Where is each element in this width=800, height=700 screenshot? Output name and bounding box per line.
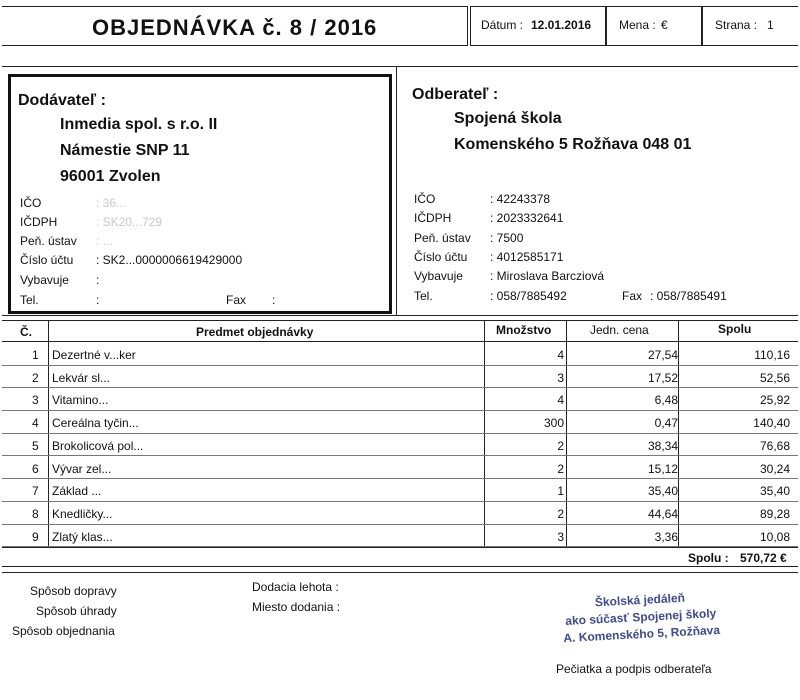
col-header-total: Spolu [718, 322, 752, 336]
supplier-tel-label: Tel. [20, 293, 39, 307]
payment-label: Spôsob úhrady [36, 604, 117, 618]
row-item: Základ ... [52, 484, 102, 499]
supplier-city: 96001 Zvolen [60, 168, 161, 185]
table-row [2, 366, 798, 389]
row-item: Cereálna tyčin... [52, 416, 139, 431]
buyer-name: Spojená škola [454, 110, 562, 127]
currency-label: Mena : [619, 18, 656, 32]
supplier-fax-value: : [272, 293, 276, 307]
row-item: Vývar zel... [52, 461, 112, 476]
page-box [702, 6, 798, 46]
supplier-bank-value: : ... [96, 234, 113, 248]
buyer-handler-value: : Miroslava Barcziová [490, 269, 605, 283]
buyer-ico-value: : 42243378 [490, 192, 551, 206]
col-header-item: Predmet objednávky [196, 325, 314, 339]
buyer-fax-label: Fax [622, 289, 643, 303]
supplier-street: Námestie SNP 11 [60, 142, 190, 159]
row-total: 140,40 [753, 416, 790, 431]
supplier-ico-value: : 36... [96, 196, 127, 210]
delivery-term-label: Dodacia lehota : [252, 580, 339, 594]
row-quantity: 2 [557, 461, 564, 476]
buyer-icdph-value: : 2023332641 [490, 211, 564, 225]
table-row [2, 343, 798, 366]
table-row [2, 434, 798, 457]
buyer-bank-value: : 7500 [490, 231, 524, 245]
row-item: Brokolicová pol... [52, 438, 144, 453]
row-quantity: 4 [557, 348, 564, 362]
table-header-row [2, 321, 798, 342]
row-number: 3 [32, 393, 39, 408]
row-item: Dezertné v...ker [52, 348, 136, 362]
sum-label: Spolu : [688, 551, 729, 565]
supplier-account-label: Číslo účtu [20, 253, 74, 267]
table-row [2, 457, 798, 480]
row-total: 25,92 [759, 393, 790, 408]
row-total: 89,28 [759, 506, 790, 521]
row-total: 76,68 [759, 438, 790, 453]
page-label: Strana : [715, 18, 758, 32]
row-total: 10,08 [759, 529, 790, 544]
row-total: 52,56 [759, 370, 790, 385]
row-quantity: 2 [557, 438, 564, 453]
table-row [2, 411, 798, 434]
supplier-tel-value: : [96, 293, 100, 307]
row-unit-price: 3,36 [654, 529, 678, 544]
row-number: 2 [32, 370, 39, 385]
signature-label: Pečiatka a podpis odberateľa [556, 662, 712, 676]
buyer-address: Komenského 5 Rožňava 048 01 [454, 136, 692, 153]
row-item: Lekvár sl... [52, 370, 111, 385]
row-quantity: 3 [557, 529, 564, 544]
row-unit-price: 15,12 [647, 461, 678, 476]
row-unit-price: 6,48 [654, 393, 678, 408]
row-quantity: 300 [543, 416, 564, 431]
buyer-fax-value: : 058/7885491 [650, 289, 727, 303]
supplier-account-value: : SK2...0000006619429000 [96, 253, 243, 267]
supplier-icdph-value: : SK20...729 [96, 215, 163, 229]
buyer-ico-label: IČO [414, 192, 436, 206]
table-sum-row [2, 547, 798, 567]
row-number: 8 [32, 506, 39, 521]
table-row [2, 479, 798, 502]
buyer-tel-value: : 058/7885492 [490, 289, 567, 303]
row-number: 7 [32, 484, 39, 499]
supplier-fax-label: Fax [226, 293, 247, 307]
row-quantity: 4 [557, 393, 564, 408]
row-quantity: 2 [557, 506, 564, 521]
buyer-handler-label: Vybavuje [414, 269, 463, 283]
row-number: 5 [32, 438, 39, 453]
row-number: 6 [32, 461, 39, 476]
row-number: 4 [32, 416, 39, 431]
date-box [470, 6, 606, 46]
row-unit-price: 44,64 [647, 506, 678, 521]
row-unit-price: 35,40 [647, 484, 678, 499]
stamp-line-3: A. Komenského 5, Rožňava [563, 622, 721, 646]
supplier-handler-value: : [96, 273, 100, 287]
row-quantity: 3 [557, 370, 564, 385]
row-unit-price: 17,52 [647, 370, 678, 385]
order-method-label: Spôsob objednania [12, 624, 115, 638]
parties-divider [396, 66, 397, 316]
table-row [2, 502, 798, 525]
date-value: 12.01.2016 [531, 18, 592, 32]
buyer-heading: Odberateľ : [412, 86, 499, 103]
supplier-ico-label: IČO [20, 196, 42, 210]
table-row [2, 388, 798, 411]
buyer-bank-label: Peň. ústav [414, 231, 471, 245]
supplier-icdph-label: IČDPH [20, 215, 58, 229]
items-table [2, 320, 798, 572]
sum-value: 570,72 € [740, 551, 787, 565]
col-header-qty: Množstvo [496, 323, 552, 337]
col-header-no: Č. [20, 325, 32, 339]
page-value: 1 [767, 18, 774, 32]
row-total: 30,24 [759, 461, 790, 476]
row-number: 9 [32, 529, 39, 544]
supplier-heading: Dodávateľ : [18, 92, 106, 109]
transport-label: Spôsob dopravy [30, 584, 117, 598]
buyer-icdph-label: IČDPH [414, 211, 452, 225]
table-row [2, 525, 798, 548]
row-item: Knedličky... [52, 506, 113, 521]
row-unit-price: 27,54 [647, 348, 678, 362]
row-unit-price: 0,47 [654, 416, 678, 431]
delivery-place-label: Miesto dodania : [252, 600, 341, 614]
supplier-handler-label: Vybavuje [20, 273, 69, 287]
row-item: Zlatý klas... [52, 529, 113, 544]
supplier-bank-label: Peň. ústav [20, 234, 77, 248]
row-total: 35,40 [759, 484, 790, 499]
stamp-line-2: ako súčasť Spojenej školy [564, 606, 717, 628]
row-item: Vitamino... [52, 393, 109, 408]
buyer-tel-label: Tel. [414, 289, 433, 303]
row-total: 110,16 [754, 348, 790, 362]
currency-value: € [661, 18, 668, 32]
buyer-account-value: : 4012585171 [490, 250, 564, 264]
document-title: OBJEDNÁVKA č. 8 / 2016 [92, 15, 378, 40]
currency-box [606, 6, 702, 46]
footer-divider [2, 572, 798, 573]
document-title-box [2, 6, 468, 46]
supplier-name: Inmedia spol. s r.o. II [60, 116, 218, 133]
row-number: 1 [32, 348, 39, 362]
stamp-line-1: Školská jedáleň [594, 590, 686, 610]
school-stamp [533, 586, 750, 655]
date-label: Dátum : [481, 18, 524, 32]
col-header-unit: Jedn. cena [590, 323, 649, 337]
row-unit-price: 38,34 [647, 438, 678, 453]
row-quantity: 1 [557, 484, 564, 499]
buyer-account-label: Číslo účtu [414, 250, 468, 264]
